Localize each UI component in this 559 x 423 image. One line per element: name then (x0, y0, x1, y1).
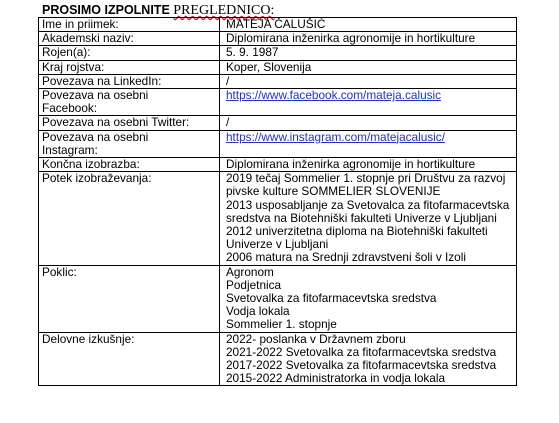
form-title-rest: PREGLEDNICO: (173, 3, 275, 18)
row-label (39, 60, 220, 74)
row-label-line: Kraj rojstva: (42, 60, 105, 74)
table-row (39, 172, 517, 265)
profile-table (38, 17, 517, 386)
row-label (39, 74, 220, 88)
profile-link[interactable]: https://www.facebook.com/mateja.calusic (226, 88, 442, 103)
row-label (39, 89, 220, 116)
row-value (220, 32, 517, 46)
row-label-line: Povezava na LinkedIn: (42, 74, 162, 88)
row-value-line: Agronom (226, 265, 274, 279)
row-label (39, 116, 220, 130)
row-value-line: 2022- poslanka v Državnem zboru (226, 332, 406, 346)
row-value-line: 5. 9. 1987 (226, 45, 279, 60)
row-value-line: pivske kulture SOMMELIER SLOVENIJE (226, 184, 441, 199)
row-label-line: Povezava na osebni (42, 88, 149, 103)
row-value-line: Podjetnica (226, 277, 282, 292)
row-value-line: 2015-2022 Administratorka in vodja lokala (226, 371, 446, 386)
row-value (220, 172, 517, 265)
row-value-line: Svetovalka za fitofarmacevtska sredstva (226, 291, 437, 306)
row-label-line: Rojen(a): (42, 45, 91, 60)
row-label-line: Akademski naziv: (42, 31, 134, 46)
row-value-line: 2021-2022 Svetovalka za fitofarmacevtska sredstva (226, 344, 497, 359)
row-label-line: Ime in priimek: (42, 17, 119, 31)
row-value-line: 2017-2022 Svetovalka za fitofarmacevtska sredstva (226, 358, 497, 373)
row-label (39, 32, 220, 46)
row-value-line: MATEJA ČALUŠIĆ (226, 17, 326, 31)
row-label (39, 265, 220, 332)
table-row (39, 74, 517, 88)
profile-link[interactable]: https://www.instagram.com/matejacalusic/ (226, 130, 445, 144)
row-value-line: 2013 usposabljanje za Svetovalca za fitofarmacevtska (226, 197, 510, 212)
row-label-line: Povezava na osebni (42, 130, 149, 144)
row-value-line: 2012 univerzitetna diploma na Biotehniški fakulteti (226, 224, 488, 239)
table-row (39, 158, 517, 172)
row-label (39, 332, 220, 386)
row-label (39, 46, 220, 60)
row-value-line: Sommelier 1. stopnje (226, 317, 337, 332)
form-title (42, 3, 274, 18)
row-label (39, 18, 220, 32)
row-label-line: Poklic: (42, 265, 77, 279)
row-label-line: Instagram: (42, 142, 98, 157)
row-label (39, 130, 220, 157)
table-row (39, 116, 517, 130)
row-value (220, 60, 517, 74)
row-value (220, 332, 517, 386)
row-value-line: 2019 tečaj Sommelier 1. stopnje pri Društvu za razvoj (226, 171, 506, 186)
row-value-line: Diplomirana inženirka agronomije in hortikulture (226, 31, 476, 46)
row-value-line: Univerze v Ljubljani (226, 237, 329, 252)
row-label (39, 158, 220, 172)
form-title-bold: PROSIMO IZPOLNITE (42, 3, 170, 17)
table-row (39, 18, 517, 32)
table-row (39, 46, 517, 60)
row-label-line: Facebook: (42, 101, 98, 116)
row-value (220, 116, 517, 130)
row-value (220, 89, 517, 116)
row-label-line: Končna izobrazba: (42, 157, 140, 172)
table-row (39, 332, 517, 386)
row-value-line: / (226, 74, 230, 88)
row-value-line: / (226, 115, 230, 130)
row-value (220, 74, 517, 88)
table-row (39, 60, 517, 74)
row-value (220, 265, 517, 332)
table-row (39, 89, 517, 116)
row-value (220, 18, 517, 32)
row-label-line: Potek izobraževanja: (42, 171, 152, 186)
row-label (39, 172, 220, 265)
row-value-line: 2006 matura na Srednji zdravstveni šoli v Izoli (226, 250, 466, 265)
row-value (220, 46, 517, 60)
row-value-line: Koper, Slovenija (226, 60, 312, 74)
row-value (220, 130, 517, 157)
table-row (39, 265, 517, 332)
table-row (39, 130, 517, 157)
row-value-line: Diplomirana inženirka agronomije in hortikulture (226, 157, 476, 172)
row-value-line: Vodja lokala (226, 304, 290, 319)
profile-table-body (39, 18, 517, 386)
row-value-line: sredstva na Biotehniški fakulteti Univerze v Ljubljani (226, 210, 497, 225)
row-label-line: Povezava na osebni Twitter: (42, 115, 190, 130)
table-row (39, 32, 517, 46)
row-value (220, 158, 517, 172)
row-label-line: Delovne izkušnje: (42, 332, 135, 346)
